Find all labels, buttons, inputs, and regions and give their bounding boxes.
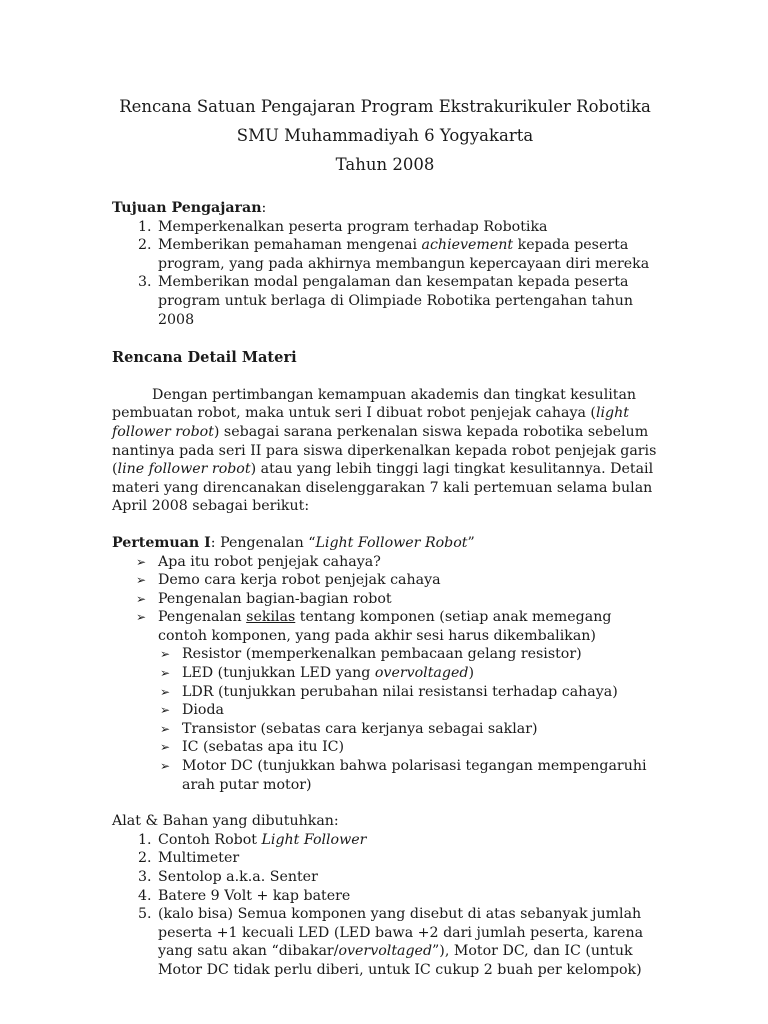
list-item: 3. Memberikan modal pengalaman dan kesempatan kepada peserta program untuk berlaga di Olimpiade Robotika pertengahan tahun 2008 (156, 273, 658, 329)
list-item: 2. Memberikan pemahaman mengenai achievement kepada peserta program, yang pada akhirnya membangun kepercayaan diri mereka (156, 236, 658, 273)
list-item: ➢ Demo cara kerja robot penjejak cahaya (136, 571, 658, 590)
title-line-2: SMU Muhammadiyah 6 Yogyakarta (236, 126, 534, 145)
list-item: ➢ LDR (tunjukkan perubahan nilai resistansi terhadap cahaya) (160, 683, 658, 702)
rencana-heading: Rencana Detail Materi (112, 349, 297, 367)
list-item: 1. Contoh Robot Light Follower (156, 831, 658, 850)
list-item: ➢ LED (tunjukkan LED yang overvoltaged) (160, 664, 658, 683)
list-item: ➢ Pengenalan sekilas tentang komponen (setiap anak memegang contoh komponen, yang pada akhir sesi harus dikembalikan) (136, 608, 658, 645)
list-item: ➢ IC (sebatas apa itu IC) (160, 738, 658, 757)
list-item: ➢ Resistor (memperkenalkan pembacaan gelang resistor) (160, 645, 658, 664)
rencana-paragraph: Dengan pertimbangan kemampuan akademis dan tingkat kesulitan pembuatan robot, maka untuk seri I dibuat robot penjejak cahaya (light follower robot) sebagai sarana perkenalan siswa kepada robotika sebelum nantinya pada seri II para siswa diperkenalkan kepada robot penjejak garis (line follower robot) atau yang lebih tinggi lagi tingkat kesulitannya. Detail materi yang direncanakan diselenggarakan 7 kali pertemuan selama bulan April 2008 sebagai berikut: (112, 386, 657, 515)
title-line-1: Rencana Satuan Pengajaran Program Ekstrakurikuler Robotika (119, 97, 651, 116)
list-item: ➢ Motor DC (tunjukkan bahwa polarisasi tegangan mempengaruhi arah putar motor) (160, 757, 658, 794)
title-line-3: Tahun 2008 (335, 155, 435, 174)
alat-heading: Alat & Bahan yang dibutuhkan: (112, 813, 339, 830)
list-item: 5. (kalo bisa) Semua komponen yang disebut di atas sebanyak jumlah peserta +1 kecuali LED (LED bawa +2 dari jumlah peserta, karena yang satu akan “dibakar/overvoltaged”), Motor DC, dan IC (untuk Motor DC tidak perlu diberi, untuk IC cukup 2 buah per kelompok) (156, 905, 658, 979)
document-body (112, 199, 658, 980)
list-item: 4. Batere 9 Volt + kap batere (156, 887, 658, 906)
pertemuan-list (112, 553, 658, 646)
tujuan-list (112, 218, 658, 330)
list-item: 3. Sentolop a.k.a. Senter (156, 868, 658, 887)
list-item: ➢ Transistor (sebatas cara kerjanya sebagai saklar) (160, 720, 658, 739)
pertemuan-heading: Pertemuan I: Pengenalan “Light Follower Robot” (112, 534, 475, 551)
komponen-list (112, 645, 658, 794)
document-title (112, 92, 658, 179)
alat-list (112, 831, 658, 980)
list-item: ➢ Pengenalan bagian-bagian robot (136, 590, 658, 609)
tujuan-heading: Tujuan Pengajaran: (112, 200, 267, 216)
list-item: 2. Multimeter (156, 849, 658, 868)
list-item: ➢ Apa itu robot penjejak cahaya? (136, 553, 658, 572)
list-item: 1. Memperkenalkan peserta program terhadap Robotika (156, 218, 658, 237)
list-item: ➢ Dioda (160, 701, 658, 720)
